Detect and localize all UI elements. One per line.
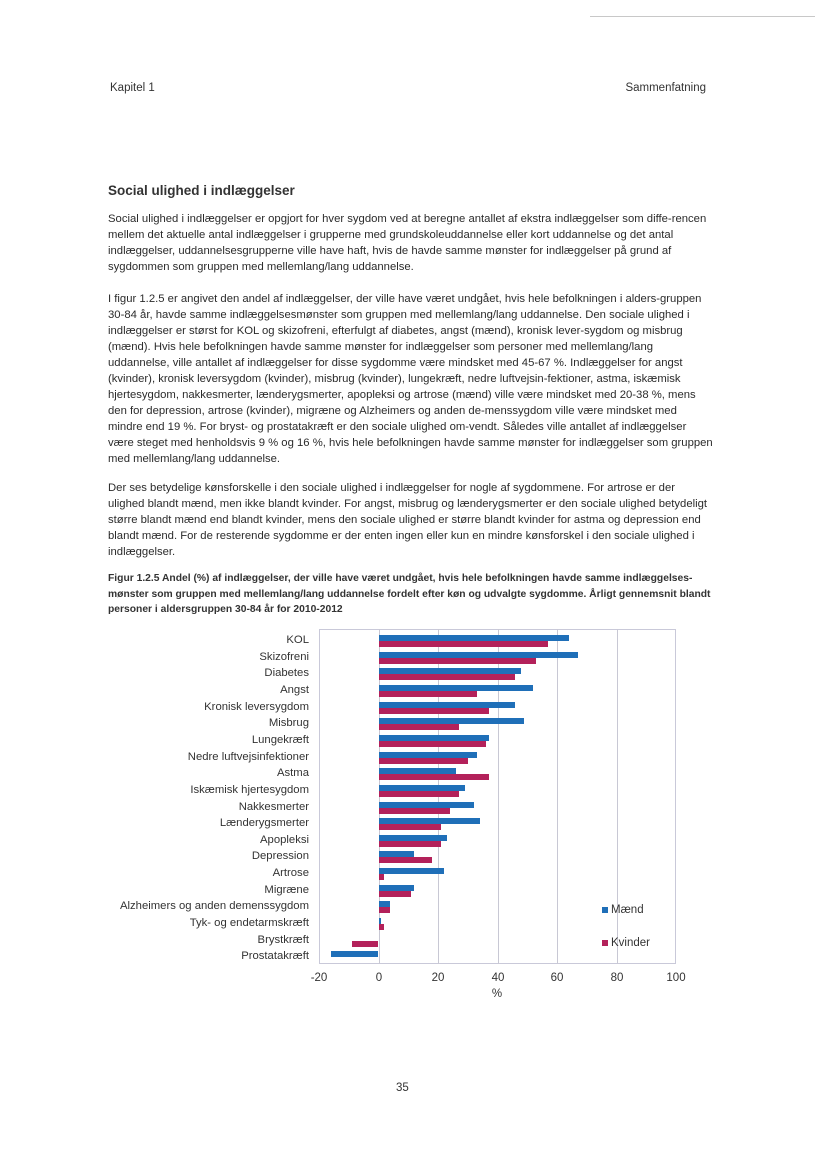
- category-label: Iskæmisk hjertesygdom: [190, 783, 309, 796]
- bar-kvinder: [379, 674, 516, 680]
- legend-label: Kvinder: [611, 937, 650, 949]
- legend-swatch-blue-icon: [602, 907, 608, 913]
- legend-item-maend: [602, 904, 644, 916]
- bar-kvinder: [379, 691, 477, 697]
- bar-kvinder: [379, 758, 468, 764]
- category-label: Depression: [251, 850, 309, 863]
- category-label: Alzheimers og anden demenssygdom: [119, 900, 309, 913]
- paragraph-3: Der ses betydelige kønsforskelle i den sociale ulighed i indlæggelser for nogle af sygdommene. For artrose er der ulighed blandt mænd, men ikke blandt kvinder. For angst, misbrug og lænderygsmerter er den sociale ulighed betydeligt større blandt mænd end blandt kvinder, mens den sociale ulighed er større blandt kvinder for astma og depression end blandt mænd. For de resterende sygdomme er der enten ingen eller kun en mindre kønsforskel i den sociale ulighed i indlæggelser.: [108, 482, 708, 558]
- bar-kvinder: [379, 774, 489, 780]
- category-label: Skizofreni: [259, 650, 309, 663]
- top-rule: [590, 16, 815, 17]
- category-label: Astma: [276, 767, 309, 780]
- category-label: Artrose: [272, 867, 309, 880]
- bar-kvinder: [379, 824, 441, 830]
- x-axis-label: %: [491, 988, 503, 1000]
- bar-kvinder: [379, 924, 385, 930]
- category-label: Brystkræft: [257, 933, 309, 946]
- category-label: Nedre luftvejsinfektioner: [187, 750, 309, 763]
- category-label: Lænderygsmerter: [219, 817, 309, 830]
- bar-kvinder: [352, 941, 379, 947]
- bar-kvinder: [379, 791, 459, 797]
- bar-kvinder: [379, 841, 441, 847]
- x-tick-label: -20: [310, 972, 328, 984]
- bar-kvinder: [379, 658, 537, 664]
- bar-kvinder: [379, 724, 459, 730]
- paragraph-2: I figur 1.2.5 er angivet den andel af indlæggelser, der ville have været undgået, hvis hele befolkningen i alders-gruppen 30-84 år, havde samme indlæggelsesmønster som gruppen med mellemlang/lang uddannelse. Den sociale ulighed i indlæggelser er størst for KOL og skizofreni, efterfulgt af diabetes, angst (mænd), kronisk lever-sygdom og misbrug (mænd). Hvis hele befolkningen havde samme mønster for indlæggelser som personer med mellemlang/lang uddannelse, ville antallet af indlæggelser for disse sygdomme være mindsket med 45-67 %. Indlæggelser for angst (kvinder), kronisk leversygdom (kvinder), misbrug (kvinder), lungekræft, nedre luftvejsin-fektioner, astma, iskæmisk hjertesygdom, nakkesmerter, lænderygsmerter, apopleksi og artrose (mænd) ville være mindsket med 20-38 %, mens den for depression, artrose (kvinder), migræne og Alzheimers og anden de-menssygdom ville være mindsket med mindre end 19 %. For bryst- og prostatakræft er den sociale ulighed om-vendt. Således ville antallet af indlæggelser være steget med henholdsvis 9 % og 16 %, hvis hele befolkningen havde samme mønster for indlæggelser som gruppen med mellemlang/lang uddannelse.: [108, 293, 713, 465]
- x-tick-label: 20: [431, 972, 445, 984]
- x-tick-label: 80: [610, 972, 624, 984]
- category-label: Apopleksi: [260, 833, 309, 846]
- paragraph-1: Social ulighed i indlæggelser er opgjort for hver sygdom ved at beregne antallet af ekstra indlæggelser som diffe-rencen mellem det aktuelle antal indlæggelser i grupperne med grundskoleuddannelse eller kort uddannelse og det antal indlæggelser, uddannelsesgrupperne ville have haft, hvis de havde samme mønster for indlæggelser på grund af sygdommen som gruppen med mellemlang/lang uddannelse.: [108, 213, 707, 273]
- category-label: Prostatakræft: [241, 950, 309, 963]
- legend-label: Mænd: [611, 904, 644, 916]
- category-label: Tyk- og endetarmskræft: [189, 917, 309, 930]
- figure-caption: Figur 1.2.5 Andel (%) af indlæggelser, der ville have været undgået, hvis hele befolkningen havde samme indlæggelses-mønster som gruppen med mellemlang/lang uddannelse fordelt efter køn og udvalgte sygdomme. Årligt gennemsnit blandt personer i aldersgruppen 30-84 år for 2010-2012: [108, 573, 711, 615]
- bar-maend: [379, 868, 444, 874]
- category-label: Diabetes: [264, 667, 309, 680]
- x-tick-label: 60: [550, 972, 564, 984]
- legend-item-kvinder: [602, 937, 650, 949]
- category-label: Kronisk leversygdom: [204, 700, 309, 713]
- category-label: Migræne: [264, 883, 309, 896]
- bar-maend: [331, 951, 379, 957]
- bar-kvinder: [379, 857, 433, 863]
- bar-kvinder: [379, 708, 489, 714]
- bar-kvinder: [379, 874, 385, 880]
- bar-kvinder: [379, 808, 450, 814]
- x-tick-label: 0: [375, 972, 383, 984]
- section-header: Sammenfatning: [625, 82, 706, 94]
- category-label: Misbrug: [268, 717, 309, 730]
- x-tick-label: 100: [666, 972, 686, 984]
- section-title: Social ulighed i indlæggelser: [108, 183, 295, 198]
- category-label: Nakkesmerter: [238, 800, 309, 813]
- legend-swatch-red-icon: [602, 940, 608, 946]
- bar-kvinder: [379, 641, 549, 647]
- category-label: Lungekræft: [251, 733, 309, 746]
- bar-kvinder: [379, 907, 391, 913]
- category-label: Angst: [280, 683, 309, 696]
- x-tick-label: 40: [491, 972, 505, 984]
- category-label: KOL: [286, 634, 309, 646]
- gridline: [557, 629, 558, 964]
- bar-kvinder: [379, 741, 486, 747]
- chapter-header: Kapitel 1: [110, 82, 155, 94]
- page-number: 35: [396, 1082, 409, 1094]
- bar-kvinder: [379, 891, 412, 897]
